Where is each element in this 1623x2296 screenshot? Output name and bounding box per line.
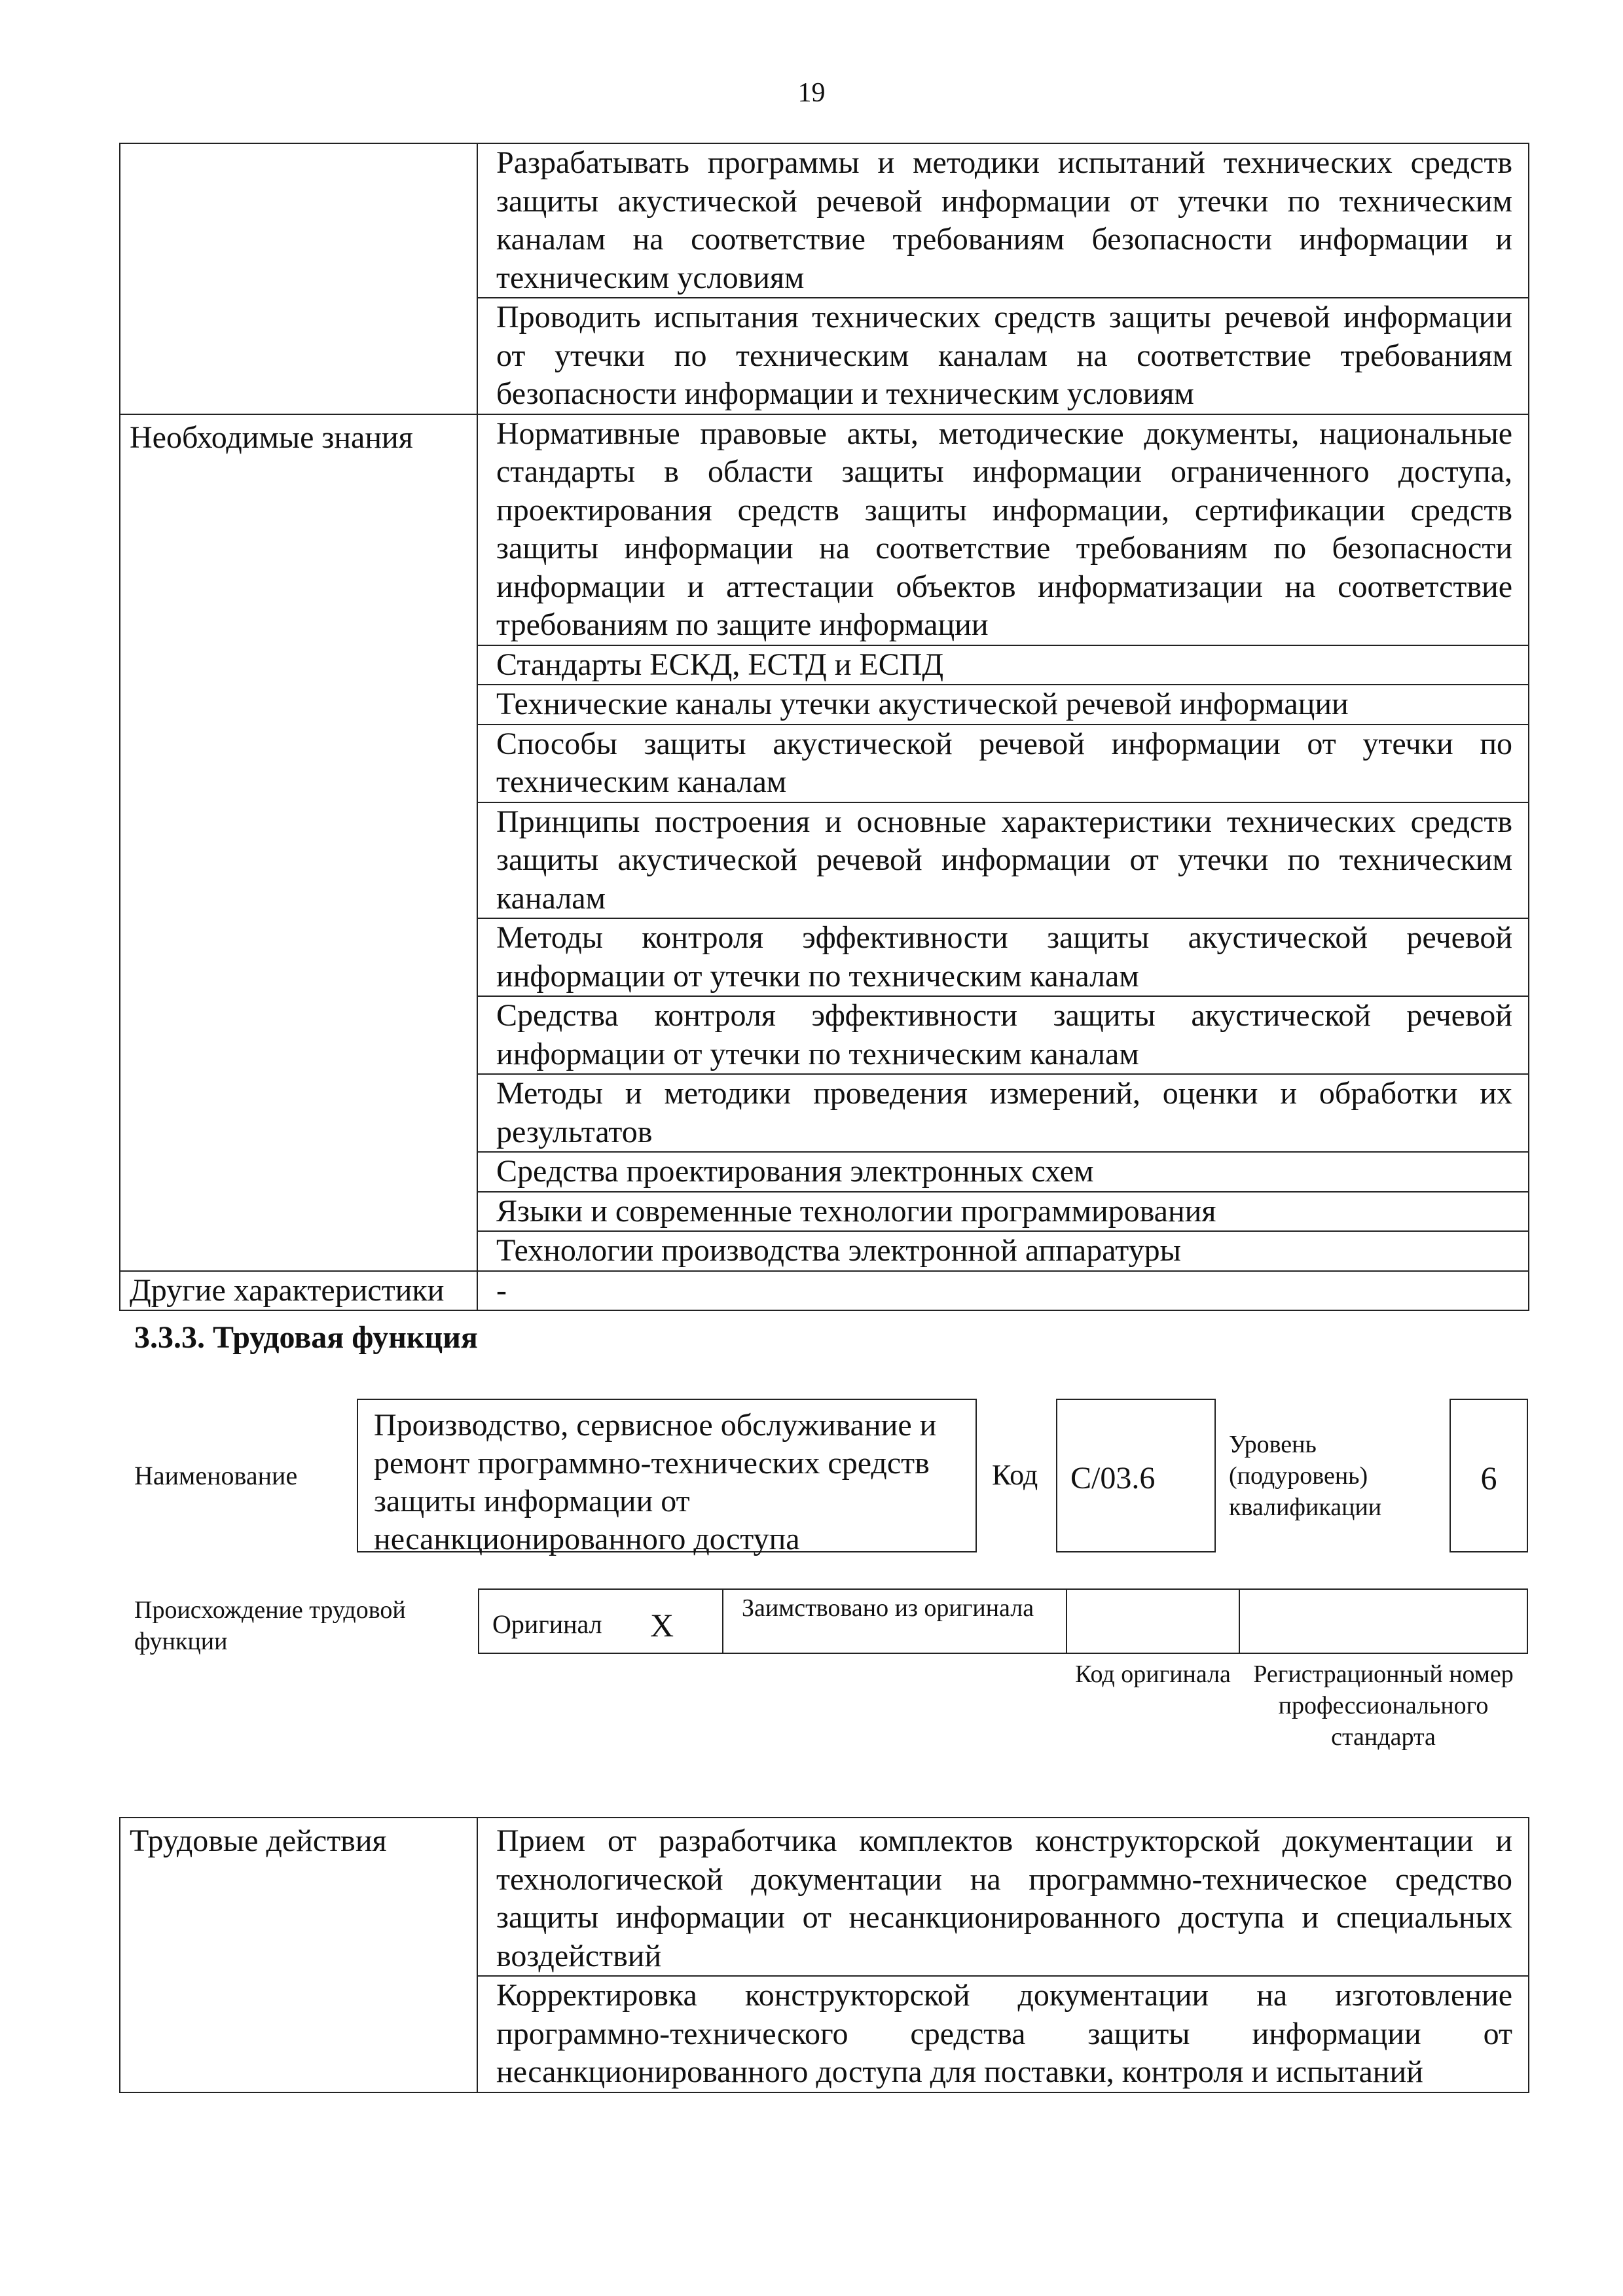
level-label: Уровень (подуровень) квалификации [1229,1431,1382,1521]
other-characteristics-value: - [477,1271,1529,1311]
reg-number-cell [1239,1588,1528,1654]
section-heading: 3.3.3. Трудовая функция [134,1320,478,1355]
original-label: Оригинал [492,1609,602,1639]
skills-row: Разрабатывать программы и методики испытаний технических средств защиты акустической речевой информации от утечки по техническим каналам на соответствие требованиям безопасности информации и техническим условиям [477,143,1529,298]
origin-label: Происхождение трудовой функции [134,1596,406,1655]
skills-label-cell [120,143,477,414]
knowledge-row: Языки и современные технологии программирования [477,1192,1529,1232]
labor-action-row: Корректировка конструкторской документации на изготовление программно-технического средства защиты информации от несанкционированного доступа для поставки, контроля и испытаний [477,1976,1529,2092]
labor-actions-table [119,1817,1529,2093]
code-original-cell [1066,1588,1240,1654]
knowledge-row: Средства проектирования электронных схем [477,1152,1529,1192]
skills-row: Проводить испытания технических средств защиты речевой информации от утечки по техническим каналам на соответствие требованиям безопасности информации и техническим условиям [477,298,1529,414]
knowledge-row: Нормативные правовые акты, методические документы, национальные стандарты в области защиты информации ограниченного доступа, проектирования средств защиты информации, сертификации средств защиты информации на соответствие требованиям по безопасности информации и аттестации объектов информатизации на соответствие требованиям по защите информации [477,414,1529,645]
borrowed-cell: Заимствовано из оригинала [722,1588,1067,1654]
labor-actions-label: Трудовые действия [120,1818,477,2092]
knowledge-label: Необходимые знания [120,414,477,1271]
code-original-caption: Код оригинала [1075,1660,1231,1688]
knowledge-row: Методы контроля эффективности защиты акустической речевой информации от утечки по техническим каналам [477,918,1529,996]
knowledge-row: Стандарты ЕСКД, ЕСТД и ЕСПД [477,645,1529,685]
level-value-box: 6 [1450,1399,1528,1552]
page-number: 19 [797,78,826,108]
knowledge-row: Технологии производства электронной аппаратуры [477,1231,1529,1271]
original-mark: X [650,1607,674,1643]
knowledge-row: Способы защиты акустической речевой информации от утечки по техническим каналам [477,725,1529,802]
code-label: Код [992,1459,1038,1491]
knowledge-row: Средства контроля эффективности защиты акустической речевой информации от утечки по техническим каналам [477,996,1529,1074]
other-characteristics-label: Другие характеристики [120,1271,477,1311]
knowledge-row: Технические каналы утечки акустической речевой информации [477,685,1529,725]
knowledge-row: Принципы построения и основные характеристики технических средств защиты акустической речевой информации от утечки по техническим каналам [477,802,1529,919]
name-label: Наименование [134,1461,298,1490]
reg-number-caption: Регистрационный номер профессионального стандарта [1253,1660,1514,1751]
competency-table [119,143,1529,1311]
function-name-box: Производство, сервисное обслуживание и ремонт программно-технических средств защиты информации от несанкционированного доступа [357,1399,977,1552]
labor-action-row: Прием от разработчика комплектов конструкторской документации и технологической документации на программно-техническое средство защиты информации от несанкционированного доступа и специальных воздействий [477,1818,1529,1976]
code-value-box: С/03.6 [1056,1399,1216,1552]
knowledge-row: Методы и методики проведения измерений, оценки и обработки их результатов [477,1074,1529,1152]
